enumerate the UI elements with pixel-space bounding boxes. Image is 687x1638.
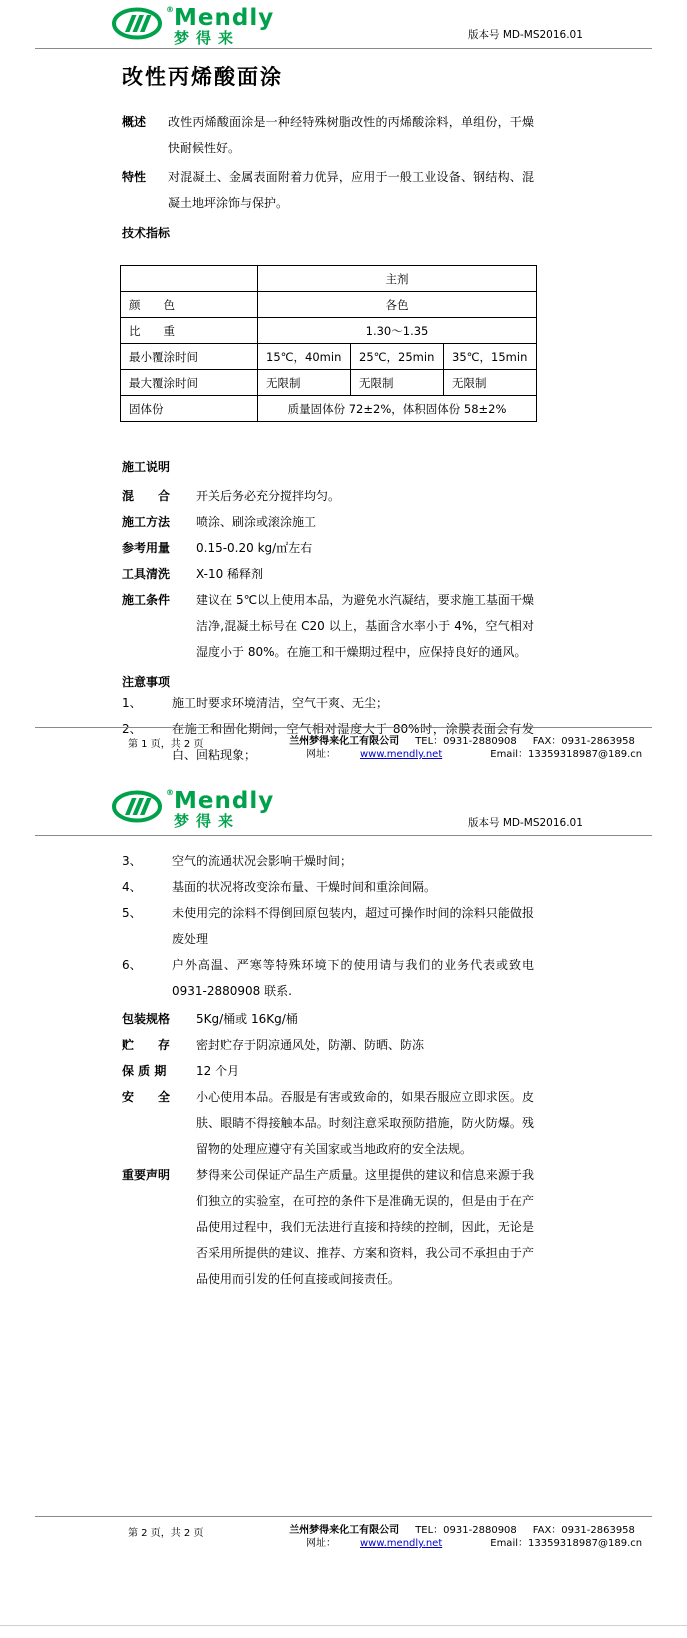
item-label: 施工方法 (122, 515, 171, 529)
spec-cell: 35℃，15min (444, 344, 537, 370)
item-label: 安 全 (122, 1090, 171, 1104)
note-number: 6、 (122, 958, 142, 972)
features-paragraph (122, 164, 534, 216)
item-label: 贮 存 (122, 1038, 171, 1052)
brand-name: Mendly (174, 788, 275, 814)
item-text: 小心使用本品。吞服是有害或致命的，如果吞服应立即求医。皮肤、眼睛不得接触本品。时刻注意采取预防措施，防火防爆。残留物的处理应遵守有关国家或当地政府的安全法规。 (196, 1090, 534, 1156)
header-divider (35, 48, 652, 49)
item-text: X-10 稀释剂 (196, 567, 264, 581)
note-text: 基面的状况将改变涂布量、干燥时间和重涂间隔。 (172, 880, 437, 894)
website-label: 网址： (306, 749, 336, 760)
info-item (122, 1084, 534, 1162)
item-text: 喷涂、刷涂或滚涂施工 (196, 515, 317, 529)
note-number: 4、 (122, 880, 142, 894)
table-row (121, 344, 537, 370)
note-text: 户外高温、严寒等特殊环境下的使用请与我们的业务代表或致电 0931-2880908 联系. (172, 958, 534, 998)
notes-heading: 注意事项 (122, 675, 171, 689)
version-label: 版本号 MD-MS2016.01 (468, 817, 583, 829)
note-number: 1、 (122, 696, 142, 710)
footer-email: Email：13359318987@189.cn (490, 749, 643, 760)
table-row (121, 318, 537, 344)
item-label: 工具清洗 (122, 567, 171, 581)
spec-row-label: 最大覆涂时间 (121, 370, 258, 396)
company-logo (112, 7, 687, 46)
construction-heading: 施工说明 (122, 460, 171, 474)
overview-label: 概述 (122, 115, 147, 129)
company-name: 兰州梦得来化工有限公司 (289, 736, 400, 747)
footer-fax: FAX：0931-2863958 (532, 736, 635, 747)
page-1 (0, 0, 687, 765)
page-number: 第 1 页，共 2 页 (128, 739, 204, 750)
website-link[interactable]: www.mendly.net (360, 749, 443, 760)
registered-mark: ® (166, 788, 174, 797)
note-item (122, 874, 534, 900)
table-row (121, 370, 537, 396)
item-text: 开关后务必充分搅拌均匀。 (196, 489, 341, 503)
overview-paragraph (122, 109, 534, 161)
table-row (121, 266, 537, 292)
footer-tel: TEL：0931-2880908 (415, 1525, 517, 1536)
construction-item (122, 483, 534, 509)
page1-header (0, 0, 687, 49)
brand-name: Mendly (174, 5, 275, 31)
note-number: 5、 (122, 906, 142, 920)
features-label: 特性 (122, 170, 147, 184)
spec-main-header: 主剂 (258, 266, 537, 292)
spec-row-label: 固体份 (121, 396, 258, 422)
note-text: 在施工和固化期间，空气相对湿度大于 80%时，涂膜表面会有发白、回粘现象； (172, 722, 534, 762)
item-text: 密封贮存于阴凉通风处，防潮、防晒、防冻 (196, 1038, 425, 1052)
spec-cell: 无限制 (258, 370, 351, 396)
spec-cell: 无限制 (351, 370, 444, 396)
item-label: 混 合 (122, 489, 171, 503)
page-number: 第 2 页，共 2 页 (128, 1528, 204, 1539)
spec-row-label: 颜 色 (121, 292, 258, 318)
item-label: 重要声明 (122, 1168, 171, 1182)
spec-row-value: 质量固体份 72±2%，体积固体份 58±2% (258, 396, 537, 422)
spec-corner-cell (121, 266, 258, 292)
note-item (122, 900, 534, 952)
table-row (121, 292, 537, 318)
features-text: 对混凝土、金属表面附着力优异，应用于一般工业设备、钢结构、混凝土地坪涂饰与保护。 (168, 170, 534, 210)
brand-text (174, 7, 274, 46)
spec-cell: 无限制 (444, 370, 537, 396)
info-item (122, 1162, 534, 1292)
registered-mark: ® (166, 5, 174, 14)
footer-contact-block (258, 735, 666, 761)
spec-row-label: 最小覆涂时间 (121, 344, 258, 370)
info-item (122, 1006, 534, 1032)
table-row (121, 396, 537, 422)
tech-specs-heading: 技术指标 (122, 226, 171, 240)
footer-contact-block (258, 1524, 666, 1550)
note-item (122, 952, 534, 1004)
info-item (122, 1032, 534, 1058)
item-text: 建议在 5℃以上使用本品，为避免水汽凝结，要求施工基面干燥洁净,混凝土标号在 C20 以上，基面含水率小于 4%，空气相对湿度小于 80%。在施工和干燥期过程中，应保持良好的通风。 (196, 593, 534, 659)
item-text: 0.15-0.20 kg/㎡左右 (196, 541, 313, 555)
mendly-logo-icon (112, 7, 162, 43)
info-item (122, 1058, 534, 1084)
brand-text (174, 790, 274, 829)
item-text: 5Kg/桶或 16Kg/桶 (196, 1012, 298, 1026)
website-label: 网址： (306, 1538, 336, 1549)
item-text: 梦得来公司保证产品生产质量。这里提供的建议和信息来源于我们独立的实验室，在可控的条件下是准确无误的，但是由于在产品使用过程中，我们无法进行直接和持续的控制，因此，无论是否采用所提供的建议、推荐、方案和资料，我公司不承担由于产品使用而引发的任何直接或间接责任。 (196, 1168, 534, 1286)
website-link[interactable]: www.mendly.net (360, 1538, 443, 1549)
footer-tel: TEL：0931-2880908 (415, 736, 517, 747)
construction-item (122, 587, 534, 665)
construction-item (122, 509, 534, 535)
website-field (282, 749, 442, 760)
note-number: 2、 (122, 722, 142, 736)
spec-row-value: 各色 (258, 292, 537, 318)
page2-footer (0, 1516, 687, 1550)
item-label: 施工条件 (122, 593, 171, 607)
page-title: 改性丙烯酸面涂 (122, 65, 283, 89)
company-name: 兰州梦得来化工有限公司 (289, 1525, 400, 1536)
note-text: 未使用完的涂料不得倒回原包装内，超过可操作时间的涂料只能做报废处理 (172, 906, 534, 946)
spec-row-label: 比 重 (121, 318, 258, 344)
spec-table (120, 265, 537, 422)
brand-name-cn: 梦得来 (174, 29, 241, 47)
note-number: 3、 (122, 854, 142, 868)
item-label: 包装规格 (122, 1012, 171, 1026)
note-item (122, 690, 534, 716)
page2-header (0, 765, 687, 836)
overview-text: 改性丙烯酸面涂是一种经特殊树脂改性的丙烯酸涂料，单组份，干燥快耐候性好。 (168, 115, 534, 155)
company-logo (112, 790, 687, 829)
footer-email: Email：13359318987@189.cn (490, 1538, 643, 1549)
item-label: 保 质 期 (122, 1064, 167, 1078)
page-bottom-edge (0, 1625, 687, 1626)
spec-cell: 15℃，40min (258, 344, 351, 370)
spec-row-value: 1.30～1.35 (258, 318, 537, 344)
website-field (282, 1538, 442, 1549)
page-2 (0, 765, 687, 1638)
item-label: 参考用量 (122, 541, 171, 555)
mendly-logo-icon (112, 790, 162, 826)
footer-fax: FAX：0931-2863958 (532, 1525, 635, 1536)
brand-name-cn: 梦得来 (174, 812, 241, 830)
note-text: 施工时要求环境清洁，空气干爽、无尘； (172, 696, 389, 710)
version-label: 版本号 MD-MS2016.01 (468, 29, 583, 41)
item-text: 12 个月 (196, 1064, 240, 1078)
header-divider (35, 835, 652, 836)
note-text: 空气的流通状况会影响干燥时间； (172, 854, 353, 868)
spec-cell: 25℃，25min (351, 344, 444, 370)
note-item (122, 848, 534, 874)
page1-footer (0, 727, 687, 761)
construction-item (122, 561, 534, 587)
construction-item (122, 535, 534, 561)
